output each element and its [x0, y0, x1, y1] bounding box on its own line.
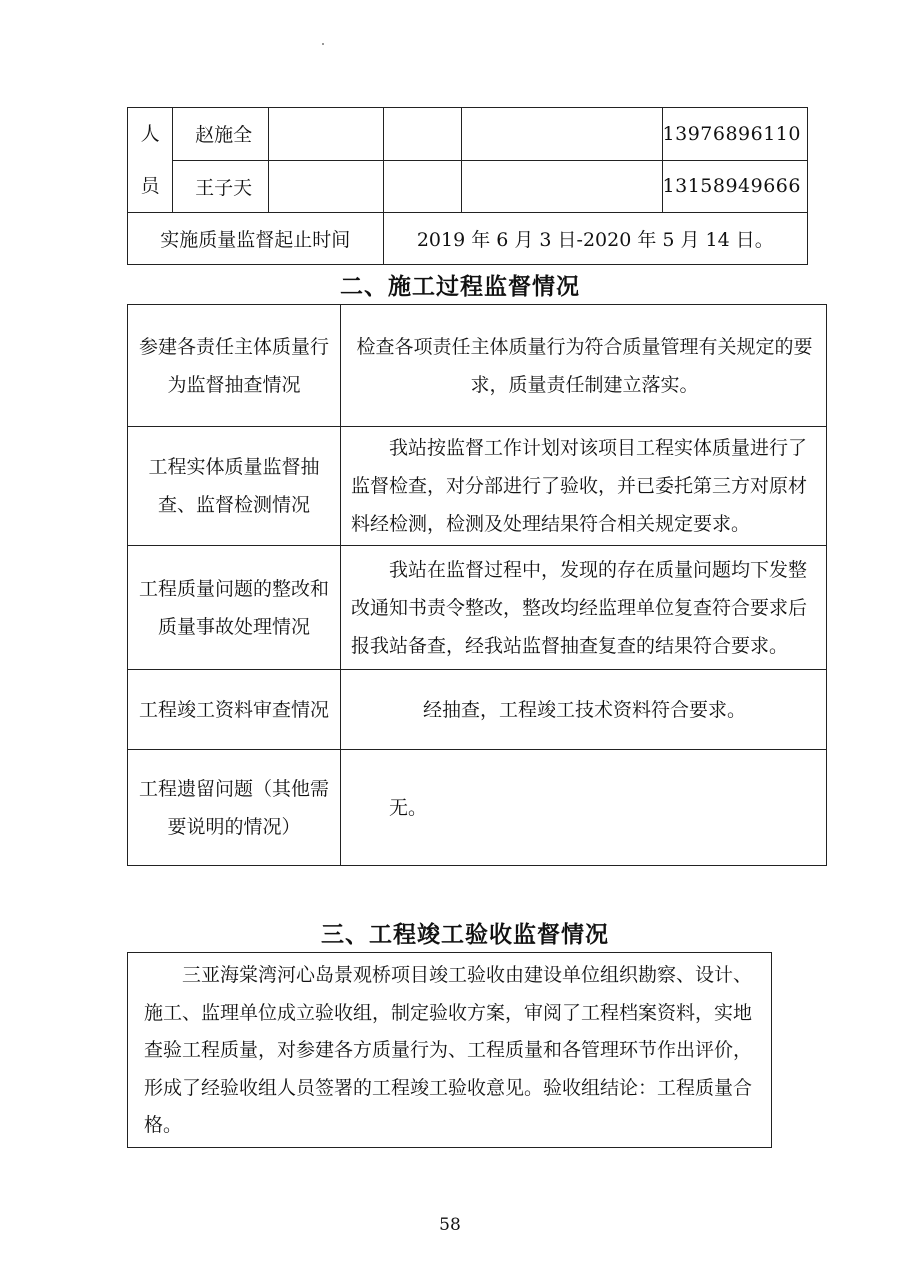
supervision-row-label: 工程竣工资料审查情况 — [128, 670, 341, 750]
scan-speck — [322, 43, 324, 45]
person-phone: 13976896110 — [662, 108, 807, 161]
supervision-row-content: 我站在监督过程中，发现的存在质量问题均下发整改通知书责令整改，整改均经监理单位复查符合要求后报我站备查，经我站监督抽查复查的结果符合要求。 — [341, 546, 827, 670]
personnel-table — [127, 107, 808, 265]
period-value: 2019 年 6 月 3 日-2020 年 5 月 14 日。 — [383, 213, 807, 265]
empty-cell — [269, 160, 383, 213]
section2-title: 二、施工过程监督情况 — [340, 274, 580, 300]
empty-cell — [462, 160, 662, 213]
side-label-bottom: 员 — [140, 175, 160, 197]
supervision-row-label: 工程实体质量监督抽查、监督检测情况 — [128, 427, 341, 546]
period-label: 实施质量监督起止时间 — [128, 213, 384, 265]
supervision-row-label: 工程遗留问题（其他需要说明的情况） — [128, 750, 341, 866]
empty-cell — [462, 108, 662, 161]
supervision-row-content: 经抽查，工程竣工技术资料符合要求。 — [341, 670, 827, 750]
person-phone: 13158949666 — [662, 160, 807, 213]
section3-title: 三、工程竣工验收监督情况 — [321, 922, 609, 948]
side-label-top: 人 — [140, 123, 160, 145]
person-name: 赵施全 — [173, 108, 269, 161]
supervision-table — [127, 304, 827, 866]
supervision-row-content: 我站按监督工作计划对该项目工程实体质量进行了监督检查，对分部进行了验收，并已委托第三方对原材料经检测，检测及处理结果符合相关规定要求。 — [341, 427, 827, 546]
supervision-row-label: 工程质量问题的整改和质量事故处理情况 — [128, 546, 341, 670]
supervision-row-content: 无。 — [341, 750, 827, 866]
acceptance-summary: 三亚海棠湾河心岛景观桥项目竣工验收由建设单位组织勘察、设计、施工、监理单位成立验收组，制定验收方案，审阅了工程档案资料，实地查验工程质量，对参建各方质量行为、工程质量和各管理环节作出评价，形成了经验收组人员签署的工程竣工验收意见。验收组结论：工程质量合格。 — [127, 952, 772, 1148]
empty-cell — [383, 108, 461, 161]
personnel-side-label — [128, 108, 173, 213]
empty-cell — [269, 108, 383, 161]
supervision-row-label: 参建各责任主体质量行为监督抽查情况 — [128, 305, 341, 427]
supervision-row-content: 检查各项责任主体质量行为符合质量管理有关规定的要求，质量责任制建立落实。 — [341, 305, 827, 427]
empty-cell — [383, 160, 461, 213]
page-number: 58 — [439, 1215, 461, 1235]
person-name: 王子天 — [173, 160, 269, 213]
